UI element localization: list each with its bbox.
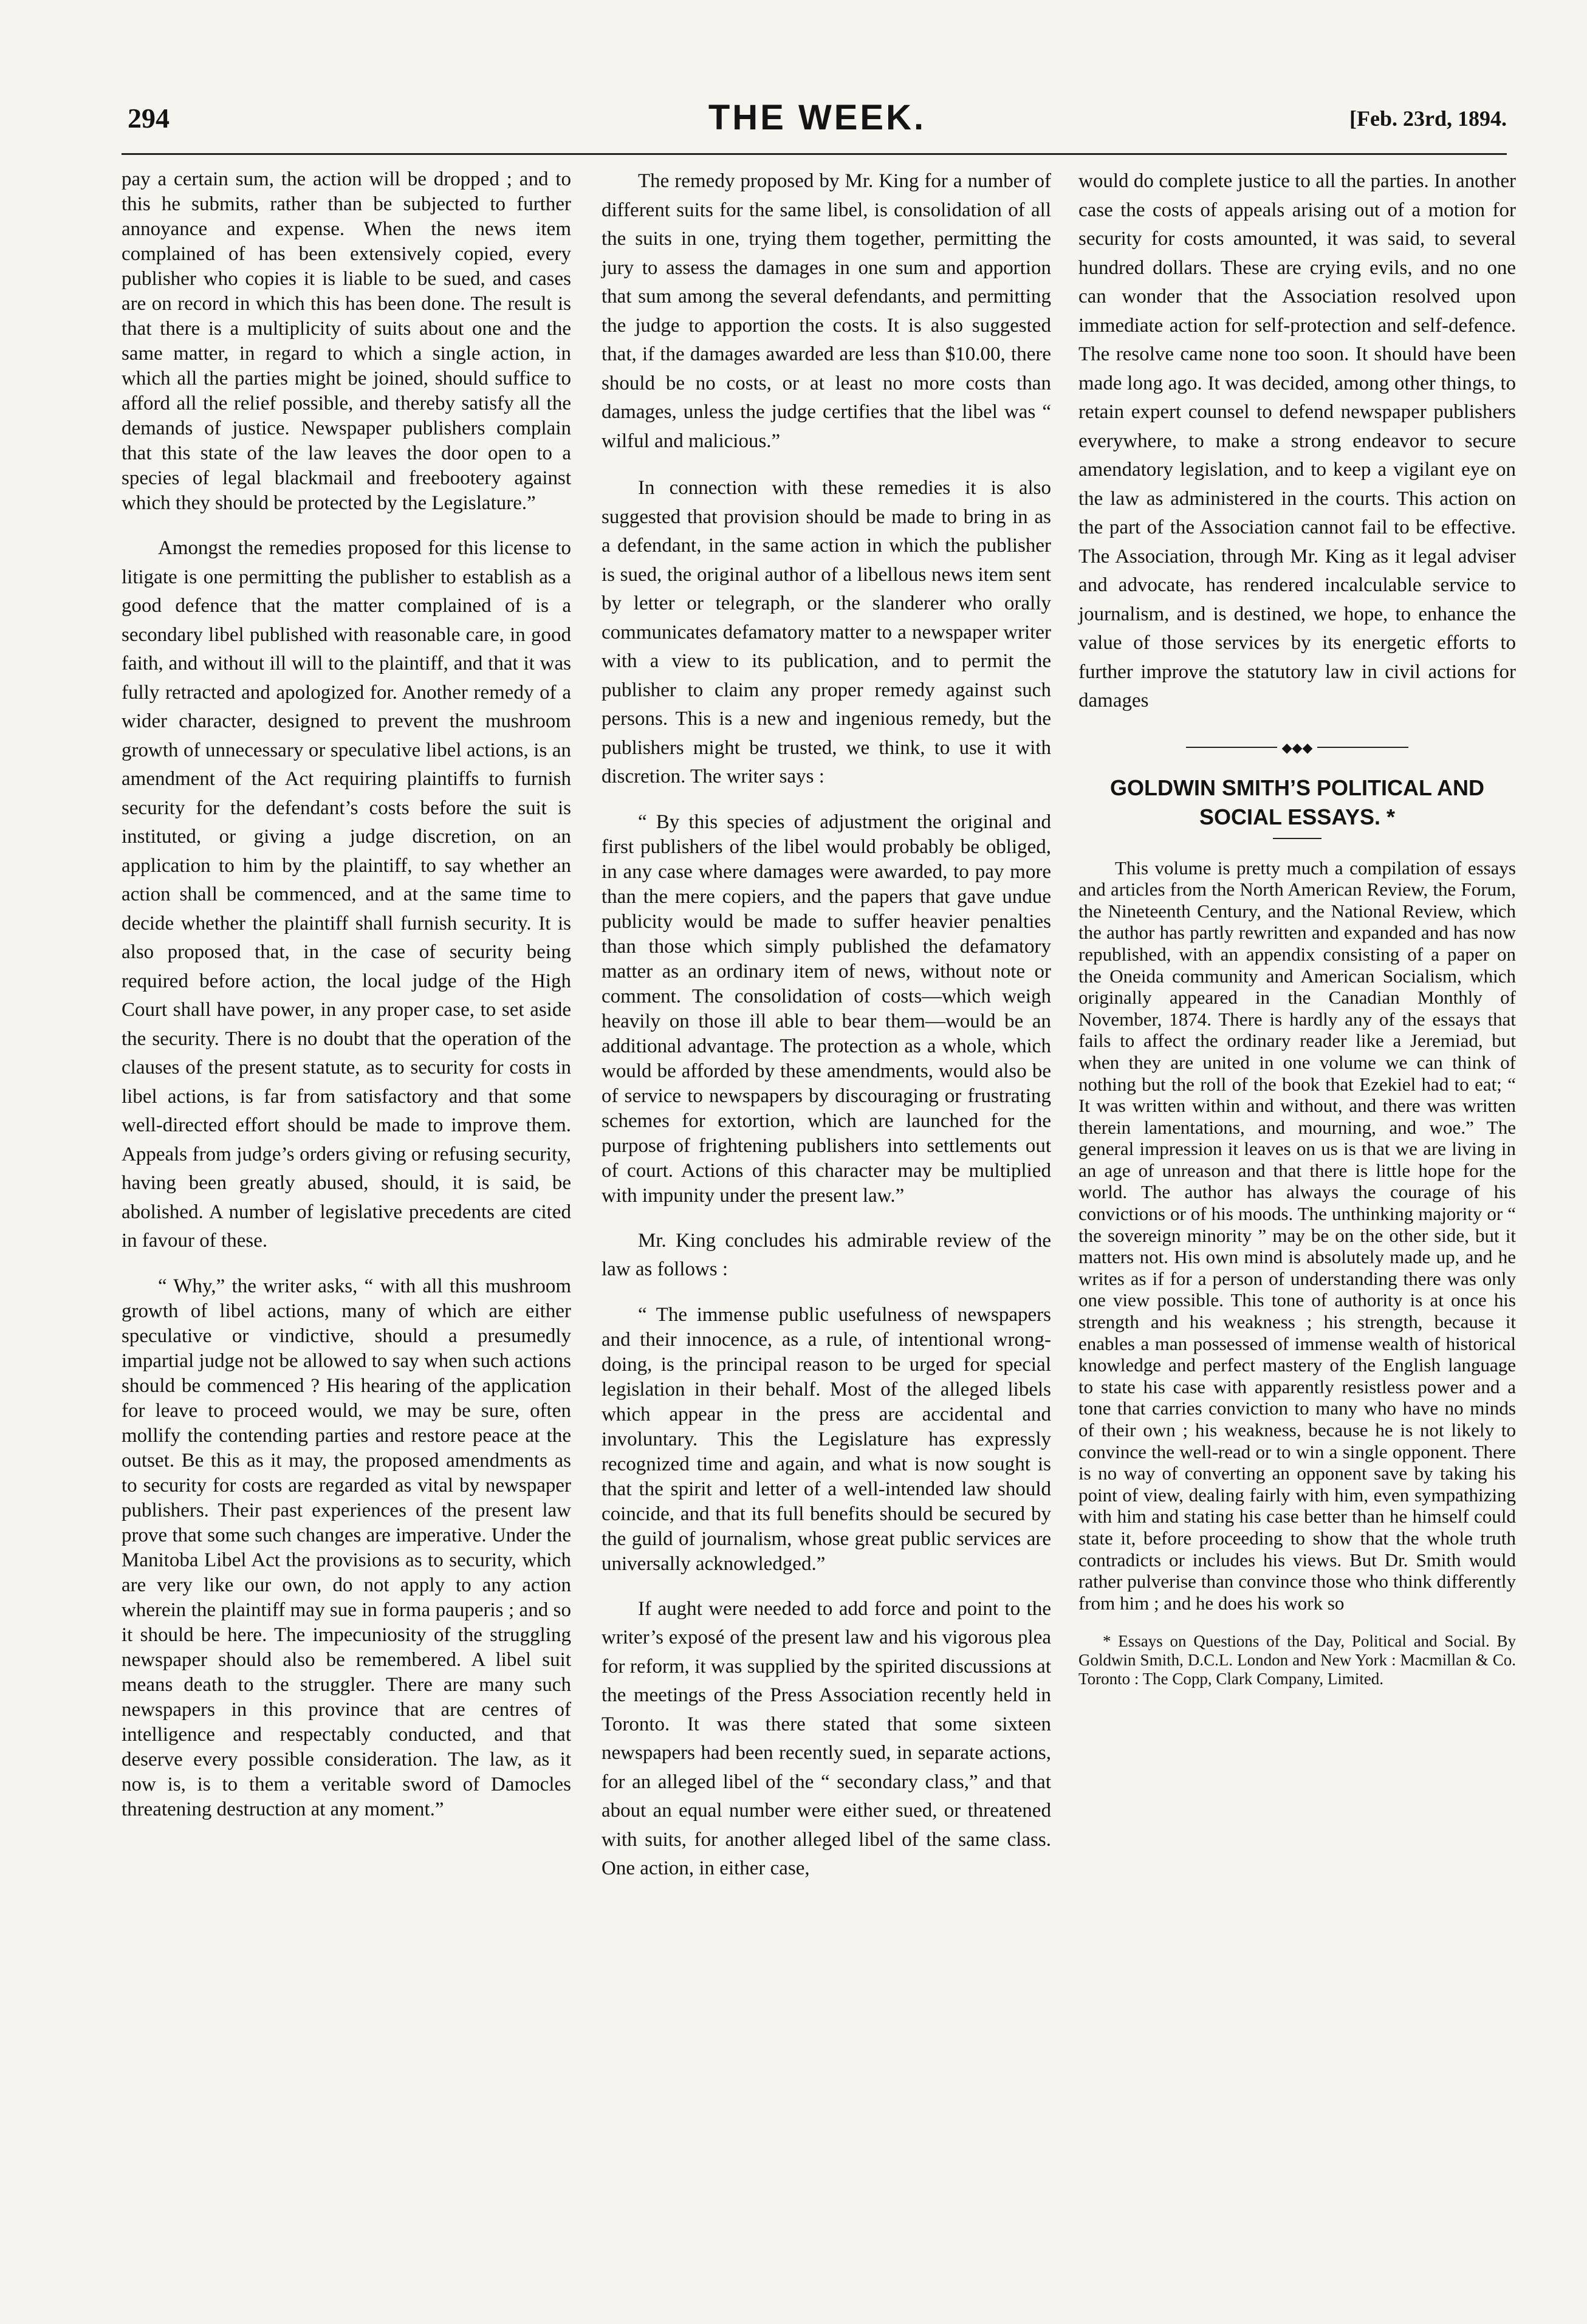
column-3 xyxy=(1078,167,1516,1688)
journal-title: THE WEEK. xyxy=(708,98,927,137)
col1-paragraph-1: pay a certain sum, the action will be dropped ; and to this he submits, rather than be subjected to further annoyance and expense. When the news item complained of has been extensively copied, every publisher who copies it is liable to be sued, and cases are on record in which this has been done. The result is that there is a multiplicity of suits about one and the same matter, in regard to which a single action, in which all the parties might be joined, should suffice to afford all the relief possible, and thereby satisfy all the demands of justice. Newspaper publishers complain that this state of the law leaves the door open to a species of legal blackmail and freebootery against which they should be protected by the Legislature.” xyxy=(122,168,571,514)
col2-paragraph-1: The remedy proposed by Mr. King for a number of different suits for the same libel, is consolidation of all the suits in one, trying them together, permitting the jury to assess the damages in one sum and apportion that sum among the several defendants, and permitting the judge to apportion the costs. It is also suggested that, if the damages awarded are less than $10.00, there should be no costs, or at least no more costs than damages, unless the judge certifies that the libel was “ wilful and malicious.” xyxy=(602,170,1051,452)
col2-paragraph-2: In connection with these remedies it is also suggested that provision should be made to bring in as a defendant, in the same action in which the publisher is sued, the original author of a libellous news item sent by letter or telegraph, or the slanderer who orally communicates defamatory matter to a newspaper writer with a view to its publication, and to permit the publisher to claim any proper remedy against such persons. This is a new and ingenious remedy, but the publishers might be trusted, we think, to use it with discretion. The writer says : xyxy=(602,477,1051,787)
column-2 xyxy=(602,167,1051,1902)
col3-paragraph-1: would do complete justice to all the parties. In another case the costs of appeals arising out of a motion for security for costs amounted, it was said, to several hundred dollars. These are crying evils, and no one can wonder that the Association resolved upon immediate action for self-protection and self-defence. The resolve came none too soon. It should have been made long ago. It was decided, among other things, to retain expert counsel to defend newspaper publishers everywhere, to make a strong endeavor to secure amendatory legislation, and to keep a vigilant eye on the law as administered in the courts. This action on the part of the Association cannot fail to be effective. The Association, through Mr. King as it legal adviser and advocate, has rendered incalculable service to journalism, and is destined, we hope, to enhance the value of those services by its energetic efforts to further improve the statutory law in civil actions for damages xyxy=(1078,170,1516,711)
col2-paragraph-3: “ By this species of adjustment the original and first publishers of the libel would probably be obliged, in any case where damages were awarded, to pay more than the mere copiers, and the papers that gave undue publicity would be made to suffer heavier penalties than those which simply published the defamatory matter as an ordinary item of news, without note or comment. The consolidation of costs—which weigh heavily on those ill able to bear them—would be an additional advantage. The protection as a whole, which would be afforded by these amendments, would also be of service to newspapers by discouraging or frustrating schemes for extortion, which are launched for the purpose of frightening publishers into settlements out of court. Actions of this character may be multiplied with impunity under the present law.” xyxy=(602,811,1051,1207)
issue-date: [Feb. 23rd, 1894. xyxy=(1349,106,1507,131)
page-number: 294 xyxy=(128,103,170,134)
col1-paragraph-2: Amongst the remedies proposed for this license to litigate is one permitting the publisher to establish as a good defence that the matter complained of is a secondary libel published with reasonable care, in good faith, and without ill will to the plaintiff, and that it was fully retracted and apologized for. Another remedy of a wider character, designed to prevent the mushroom growth of unnecessary or speculative libel actions, is an amendment of the Act requiring plaintiffs to furnish security for the defendant’s costs before the suit is instituted, or giving a judge discretion, on an application to him by the plaintiff, to say whether an action shall be commenced, and at the same time to decide whether the plaintiff shall furnish security. It is also proposed that, in the case of security being required before action, the local judge of the High Court shall have power, in any proper case, to set aside the security. There is no doubt that the operation of the clauses of the present statute, as to security for costs in libel actions, is far from satisfactory and that some well-directed effort should be made to improve them. Appeals from judge’s orders giving or refusing security, having been greatly abused, should, it is said, be abolished. A number of legislative precedents are cited in favour of these. xyxy=(122,537,571,1252)
heading-rule xyxy=(1273,838,1321,839)
col3-paragraph-2: This volume is pretty much a compilation of essays and articles from the North American Review, the Forum, the Nineteenth Century, and the National Review, which the author has partly rewritten and expanded and has now republished, with an appendix consisting of a paper on the Oneida community and American Socialism, which originally appeared in the Canadian Monthly of November, 1874. There is hardly any of the essays that fails to affect the ordinary reader like a Jeremiad, but when they are united in one volume we can think of nothing but the roll of the book that Ezekiel had to eat; “ It was written within and without, and there was written therein lamentations, and mourning, and woe.” The general impression it leaves on us is that we are living in an age of unreason and that there is little hope for the world. The author has always the courage of his convictions or of his moods. The unthinking majority or “ the sovereign minority ” may be on the other side, but it matters not. His own mind is absolutely made up, and he writes as if for a person of understanding there was only one view possible. This tone of authority is at once his strength and his weakness ; his strength, because it enables a man possessed of immense wealth of historical knowledge and perfect mastery of the English language to state his case with apparently resistless power and a tone that carries conviction to many who have no minds of their own ; his weakness, because he is not likely to convince the well-read or to win a single opponent. There is no way of converting an opponent save by taking his point of view, dealing fairly with him, even sympathizing with him and stating his case better than he himself could state it, before proceeding to show that the whole truth contradicts or includes his views. But Dr. Smith would rather pulverise than convince those who think differently from him ; and he does his work so xyxy=(1078,857,1516,1614)
section-divider: ◆◆◆ xyxy=(1078,734,1516,760)
col2-paragraph-6: If aught were needed to add force and point to the writer’s exposé of the present law and his vigorous plea for reform, it was supplied by the spirited discussions at the meetings of the Press Association recently held in Toronto. It was there stated that some sixteen newspapers had been recently sued, in separate actions, for an alleged libel of the “ secondary class,” and that about an equal number were either sued, or threatened with suits, for another alleged libel of the same class. One action, in either case, xyxy=(602,1597,1051,1879)
article-heading: GOLDWIN SMITH’S POLITICAL AND SOCIAL ESSAYS. * xyxy=(1110,775,1484,829)
page-header xyxy=(128,97,1507,146)
header-rule xyxy=(122,153,1507,155)
footnote: * Essays on Questions of the Day, Political and Social. By Goldwin Smith, D.C.L. London and New York : Macmillan & Co. Toronto : The Copp, Clark Company, Limited. xyxy=(1078,1632,1516,1688)
col2-paragraph-5: “ The immense public usefulness of newspapers and their innocence, as a rule, of intentional wrong-doing, is the principal reason to be urged for special legislation in their behalf. Most of the alleged libels which appear in the press are accidental and involuntary. This the Legislature has expressly recognized time and again, and what is now sought is that the spirit and letter of a well-intended law should coincide, and that its full benefits should be secured by the guild of journalism, whose great public services are universally acknowledged.” xyxy=(602,1303,1051,1575)
col2-paragraph-4: Mr. King concludes his admirable review of the law as follows : xyxy=(602,1229,1051,1280)
column-1 xyxy=(122,167,571,1840)
col1-paragraph-3: “ Why,” the writer asks, “ with all this mushroom growth of libel actions, many of which are either speculative or vindictive, should a presumedly impartial judge not be allowed to say when such actions should be commenced ? His hearing of the application for leave to proceed would, we may be sure, often mollify the contending parties and restore peace at the outset. Be this as it may, the proposed amendments as to security for costs are regarded as vital by newspaper publishers. Their past experiences of the present law prove that some such changes are imperative. Under the Manitoba Libel Act the provisions as to security, which are very like our own, do not apply to any action wherein the plaintiff may sue in forma pauperis ; and so it should be here. The impecuniosity of the struggling newspaper should also be remembered. A libel suit means death to the struggler. There are many such newspapers in this province that are centres of intelligence and respectably conducted, and that deserve every possible consideration. The law, as it now is, is to them a veritable sword of Damocles threatening destruction at any moment.” xyxy=(122,1275,571,1820)
